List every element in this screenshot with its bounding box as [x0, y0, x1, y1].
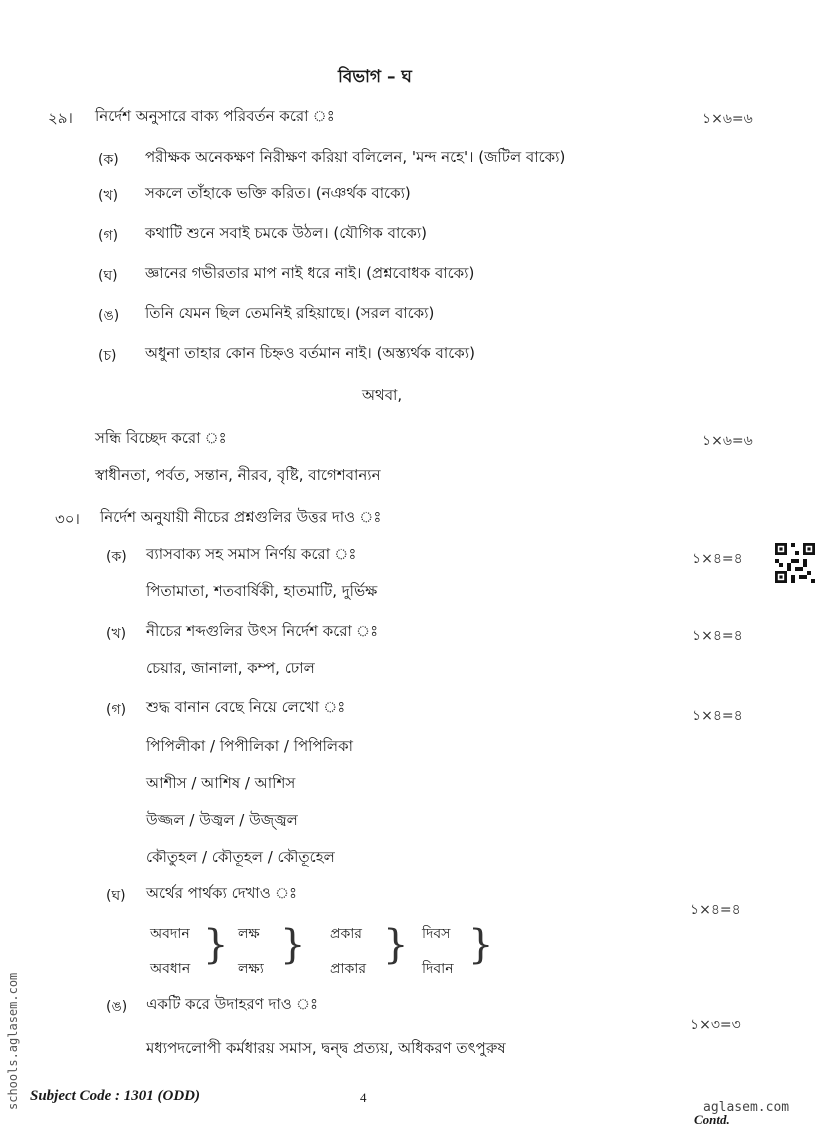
contd-label: Contd. — [694, 1112, 730, 1127]
q30-part-ka-label: (ক) — [106, 549, 127, 565]
q29-item-label: (ঙ) — [98, 308, 120, 324]
pair-word: প্রাকার — [330, 961, 367, 977]
q30-part-kha-answer: চেয়ার, জানালা, কম্প, ঢোল — [146, 659, 315, 677]
q30-part-gha-marks: ১×৪=৪ — [690, 902, 741, 918]
q29-alt-instruction: সন্ধি বিচ্ছেদ করো ঃ — [95, 429, 227, 447]
qr-code-icon — [775, 543, 815, 583]
q30-part-kha-text: নীচের শব্দগুলির উৎস নির্দেশ করো ঃ — [146, 622, 379, 640]
q29-item-label: (ঘ) — [98, 268, 118, 284]
brace-icon: } — [203, 922, 229, 968]
q30-part-ga-text: শুদ্ধ বানান বেছে নিয়ে লেখো ঃ — [146, 698, 346, 716]
q29-item-text: তিনি যেমন ছিল তেমনিই রহিয়াছে। (সরল বাক্যে) — [145, 304, 435, 322]
brace-icon: } — [383, 922, 409, 968]
spelling-option-row: কৌতুহল / কৌতূহল / কৌতূহেল — [146, 848, 335, 866]
q29-item-label: (চ) — [98, 348, 117, 364]
q30-part-nga-answer: মধ্যপদলোপী কর্মধারয় সমাস, দ্বন্দ্ব প্রত্যয়, অধিকরণ তৎপুরুষ — [146, 1039, 506, 1057]
q29-instruction: নির্দেশ অনুসারে বাক্য পরিবর্তন করো ঃ — [95, 107, 335, 125]
q30-part-ka-answer: পিতামাতা, শতবার্ষিকী, হাতমাটি, দুর্ভিক্ষ — [146, 582, 378, 600]
pair-word: প্রকার — [330, 926, 363, 942]
q29-item-text: অধুনা তাহার কোন চিহ্নও বর্তমান নাই। (অস্ত্যর্থক বাক্যে) — [145, 344, 475, 362]
q30-part-gha-label: (ঘ) — [106, 888, 126, 904]
q29-alt-words: স্বাধীনতা, পর্বত, সন্তান, নীরব, বৃষ্টি, বাগেশবান্যন — [95, 466, 381, 484]
q29-item-label: (ক) — [98, 152, 119, 168]
spelling-option-row: আশীস / আশিষ / আশিস — [146, 774, 296, 792]
pair-word: দিবান — [422, 961, 454, 977]
pair-word: অবধান — [150, 961, 191, 977]
q30-part-ka-text: ব্যাসবাক্য সহ সমাস নির্ণয় করো ঃ — [146, 545, 357, 563]
section-title: বিভাগ – ঘ — [338, 67, 412, 87]
q29-alt-marks: ১×৬=৬ — [702, 433, 753, 449]
site-watermark: aglasem.com — [703, 1100, 790, 1115]
brace-icon: } — [280, 922, 306, 968]
spelling-option-row: উজ্জল / উজ্বল / উজ্জ্বল — [146, 811, 298, 829]
q29-item-text: কথাটি শুনে সবাই চমকে উঠল। (যৌগিক বাক্যে) — [145, 224, 428, 242]
q30-part-nga-text: একটি করে উদাহরণ দাও ঃ — [146, 995, 319, 1013]
brace-icon: } — [468, 922, 494, 968]
q29-item-text: পরীক্ষক অনেকক্ষণ নিরীক্ষণ করিয়া বলিলেন, 'মন্দ নহে'। (জটিল বাক্যে) — [145, 148, 566, 166]
q29-item-text: জ্ঞানের গভীরতার মাপ নাই ধরে নাই। (প্রশ্নবোধক বাক্যে) — [145, 264, 475, 282]
q29-marks: ১×৬=৬ — [702, 111, 753, 127]
pair-word: অবদান — [150, 926, 190, 942]
q30-part-ka-marks: ১×৪=৪ — [692, 551, 743, 567]
subject-code: Subject Code : 1301 (ODD) — [30, 1088, 200, 1104]
q30-part-ga-marks: ১×৪=৪ — [692, 708, 743, 724]
page-number: 4 — [360, 1090, 367, 1105]
spelling-option-row: পিপিলীকা / পিপীলিকা / পিপিলিকা — [146, 737, 353, 755]
pair-word: দিবস — [422, 926, 451, 942]
q30-instruction: নির্দেশ অনুযায়ী নীচের প্রশ্নগুলির উত্তর দাও ঃ — [100, 508, 382, 526]
q29-item-label: (গ) — [98, 228, 119, 244]
q30-part-gha-text: অর্থের পার্থক্য দেখাও ঃ — [146, 884, 298, 902]
q29-number: ২৯। — [48, 109, 73, 127]
q30-number: ৩০। — [55, 510, 80, 528]
pair-word: লক্ষ — [238, 926, 260, 942]
q30-part-ga-label: (গ) — [106, 702, 127, 718]
pair-word: লক্ষ্য — [238, 961, 264, 977]
q30-part-nga-marks: ১×৩=৩ — [690, 1017, 741, 1033]
q29-item-text: সকলে তাঁহাকে ভক্তি করিত। (নঞর্থক বাক্যে) — [145, 184, 411, 202]
q30-part-kha-label: (খ) — [106, 626, 127, 642]
q29-item-label: (খ) — [98, 188, 119, 204]
or-label: অথবা, — [362, 386, 403, 404]
side-watermark: schools.aglasem.com — [6, 972, 20, 1110]
q30-part-kha-marks: ১×৪=৪ — [692, 628, 743, 644]
q30-part-nga-label: (ঙ) — [106, 999, 128, 1015]
